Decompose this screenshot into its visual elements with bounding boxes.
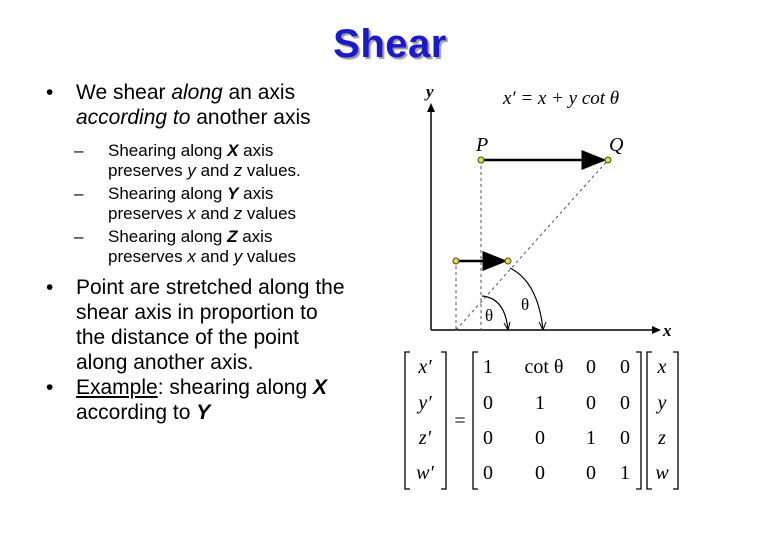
- text-run: values: [242, 247, 297, 266]
- text-run: axis: [237, 227, 273, 246]
- text-run: another axis: [190, 106, 311, 129]
- shear-matrix-equation: [405, 352, 678, 489]
- text-run: z: [233, 161, 243, 180]
- matrix-cell: 0: [586, 462, 596, 484]
- point-start: [453, 258, 459, 264]
- shear-formula: x′ = x + y cot θ: [503, 88, 620, 109]
- text-run: and: [195, 247, 234, 266]
- text-run: Shearing along: [108, 227, 228, 246]
- matrix-cell: 0: [535, 462, 545, 484]
- text-run: X: [227, 141, 239, 160]
- text-run: Y: [227, 184, 239, 203]
- matrix-cell: 0: [586, 356, 596, 378]
- example-link: Example: [76, 376, 158, 399]
- text-run: axis: [238, 184, 274, 203]
- matrix-cell: 0: [620, 392, 630, 414]
- text-run: preserves: [108, 161, 188, 180]
- lhs-bracket-left: [405, 352, 410, 489]
- matrix-cell: cot θ: [524, 356, 564, 378]
- text-run: Y: [196, 401, 211, 424]
- point-q: [605, 157, 611, 163]
- matrix-bracket-left: [473, 352, 478, 489]
- text-run: according to: [76, 401, 197, 424]
- bullet-dot: •: [46, 376, 54, 399]
- rhs-entry: w: [655, 462, 669, 484]
- lhs-entry: w′: [416, 462, 434, 484]
- point-p: [478, 157, 484, 163]
- matrix-cell: 0: [483, 392, 493, 414]
- text-run: Z: [227, 227, 238, 246]
- text-run: according to: [76, 106, 191, 129]
- theta-label-small: θ: [485, 306, 494, 325]
- text-run: z: [233, 204, 243, 223]
- text-run: : shearing along: [157, 376, 313, 399]
- matrix-cell: 0: [620, 356, 630, 378]
- text-run: an axis: [222, 81, 296, 104]
- text-run: y: [233, 247, 243, 266]
- text-run: x: [187, 204, 196, 223]
- matrix-cell: 1: [586, 427, 596, 449]
- x-axis-label: x: [663, 321, 672, 340]
- theta-label-large: θ: [521, 295, 530, 314]
- point-end: [505, 258, 511, 264]
- lhs-entry: x′: [418, 356, 432, 378]
- point-q-label: Q: [609, 134, 624, 156]
- text-run: y: [187, 161, 196, 180]
- matrix-cell: 1: [483, 356, 493, 378]
- rhs-bracket-right: [673, 352, 678, 489]
- text-line: Point are stretched along the: [76, 276, 345, 299]
- matrix-cell: 0: [620, 427, 630, 449]
- text-line: along another axis.: [76, 351, 254, 374]
- point-p-label: P: [476, 134, 489, 156]
- lhs-entry: z′: [418, 427, 432, 449]
- rhs-bracket-left: [647, 352, 652, 489]
- rhs-entry: x: [657, 356, 667, 378]
- slide-title: Shear: [333, 22, 447, 66]
- matrix-cell: 0: [483, 462, 493, 484]
- text-run: along: [171, 81, 223, 104]
- rhs-entry: z: [658, 427, 666, 449]
- matrix-cell: 1: [535, 392, 545, 414]
- equals-sign: =: [454, 410, 466, 432]
- text-run: and: [195, 161, 234, 180]
- matrix-cell: 0: [483, 427, 493, 449]
- text-run: X: [312, 376, 327, 399]
- text-line: the distance of the point: [76, 326, 299, 349]
- text-run: values: [242, 204, 297, 223]
- matrix-cell: 0: [535, 427, 545, 449]
- text-run: Shearing along: [108, 184, 228, 203]
- text-line: shear axis in proportion to: [76, 301, 318, 324]
- matrix-bracket-right: [636, 352, 641, 489]
- matrix-cell: 0: [586, 392, 596, 414]
- text-run: x: [187, 247, 196, 266]
- sub-bullet-dash: –: [74, 184, 84, 203]
- text-run: preserves: [108, 204, 188, 223]
- x-axis-arrow: [652, 326, 661, 334]
- bullet-dot: •: [46, 81, 54, 104]
- bullet-dot: •: [46, 276, 54, 299]
- text-run: and: [195, 204, 234, 223]
- matrix-cell: 1: [620, 462, 630, 484]
- sheared-dashed-line: [456, 160, 608, 330]
- y-axis-label: y: [426, 82, 434, 101]
- y-axis-arrow: [427, 103, 435, 112]
- text-run: preserves: [108, 247, 188, 266]
- text-run: We shear: [76, 81, 172, 104]
- rhs-entry: y: [657, 392, 667, 414]
- lhs-entry: y′: [418, 392, 432, 414]
- lhs-bracket-right: [441, 352, 446, 489]
- sub-bullet-dash: –: [74, 141, 84, 160]
- sub-bullet-dash: –: [74, 227, 84, 246]
- text-run: Shearing along: [108, 141, 228, 160]
- text-run: values.: [242, 161, 301, 180]
- text-run: axis: [238, 141, 274, 160]
